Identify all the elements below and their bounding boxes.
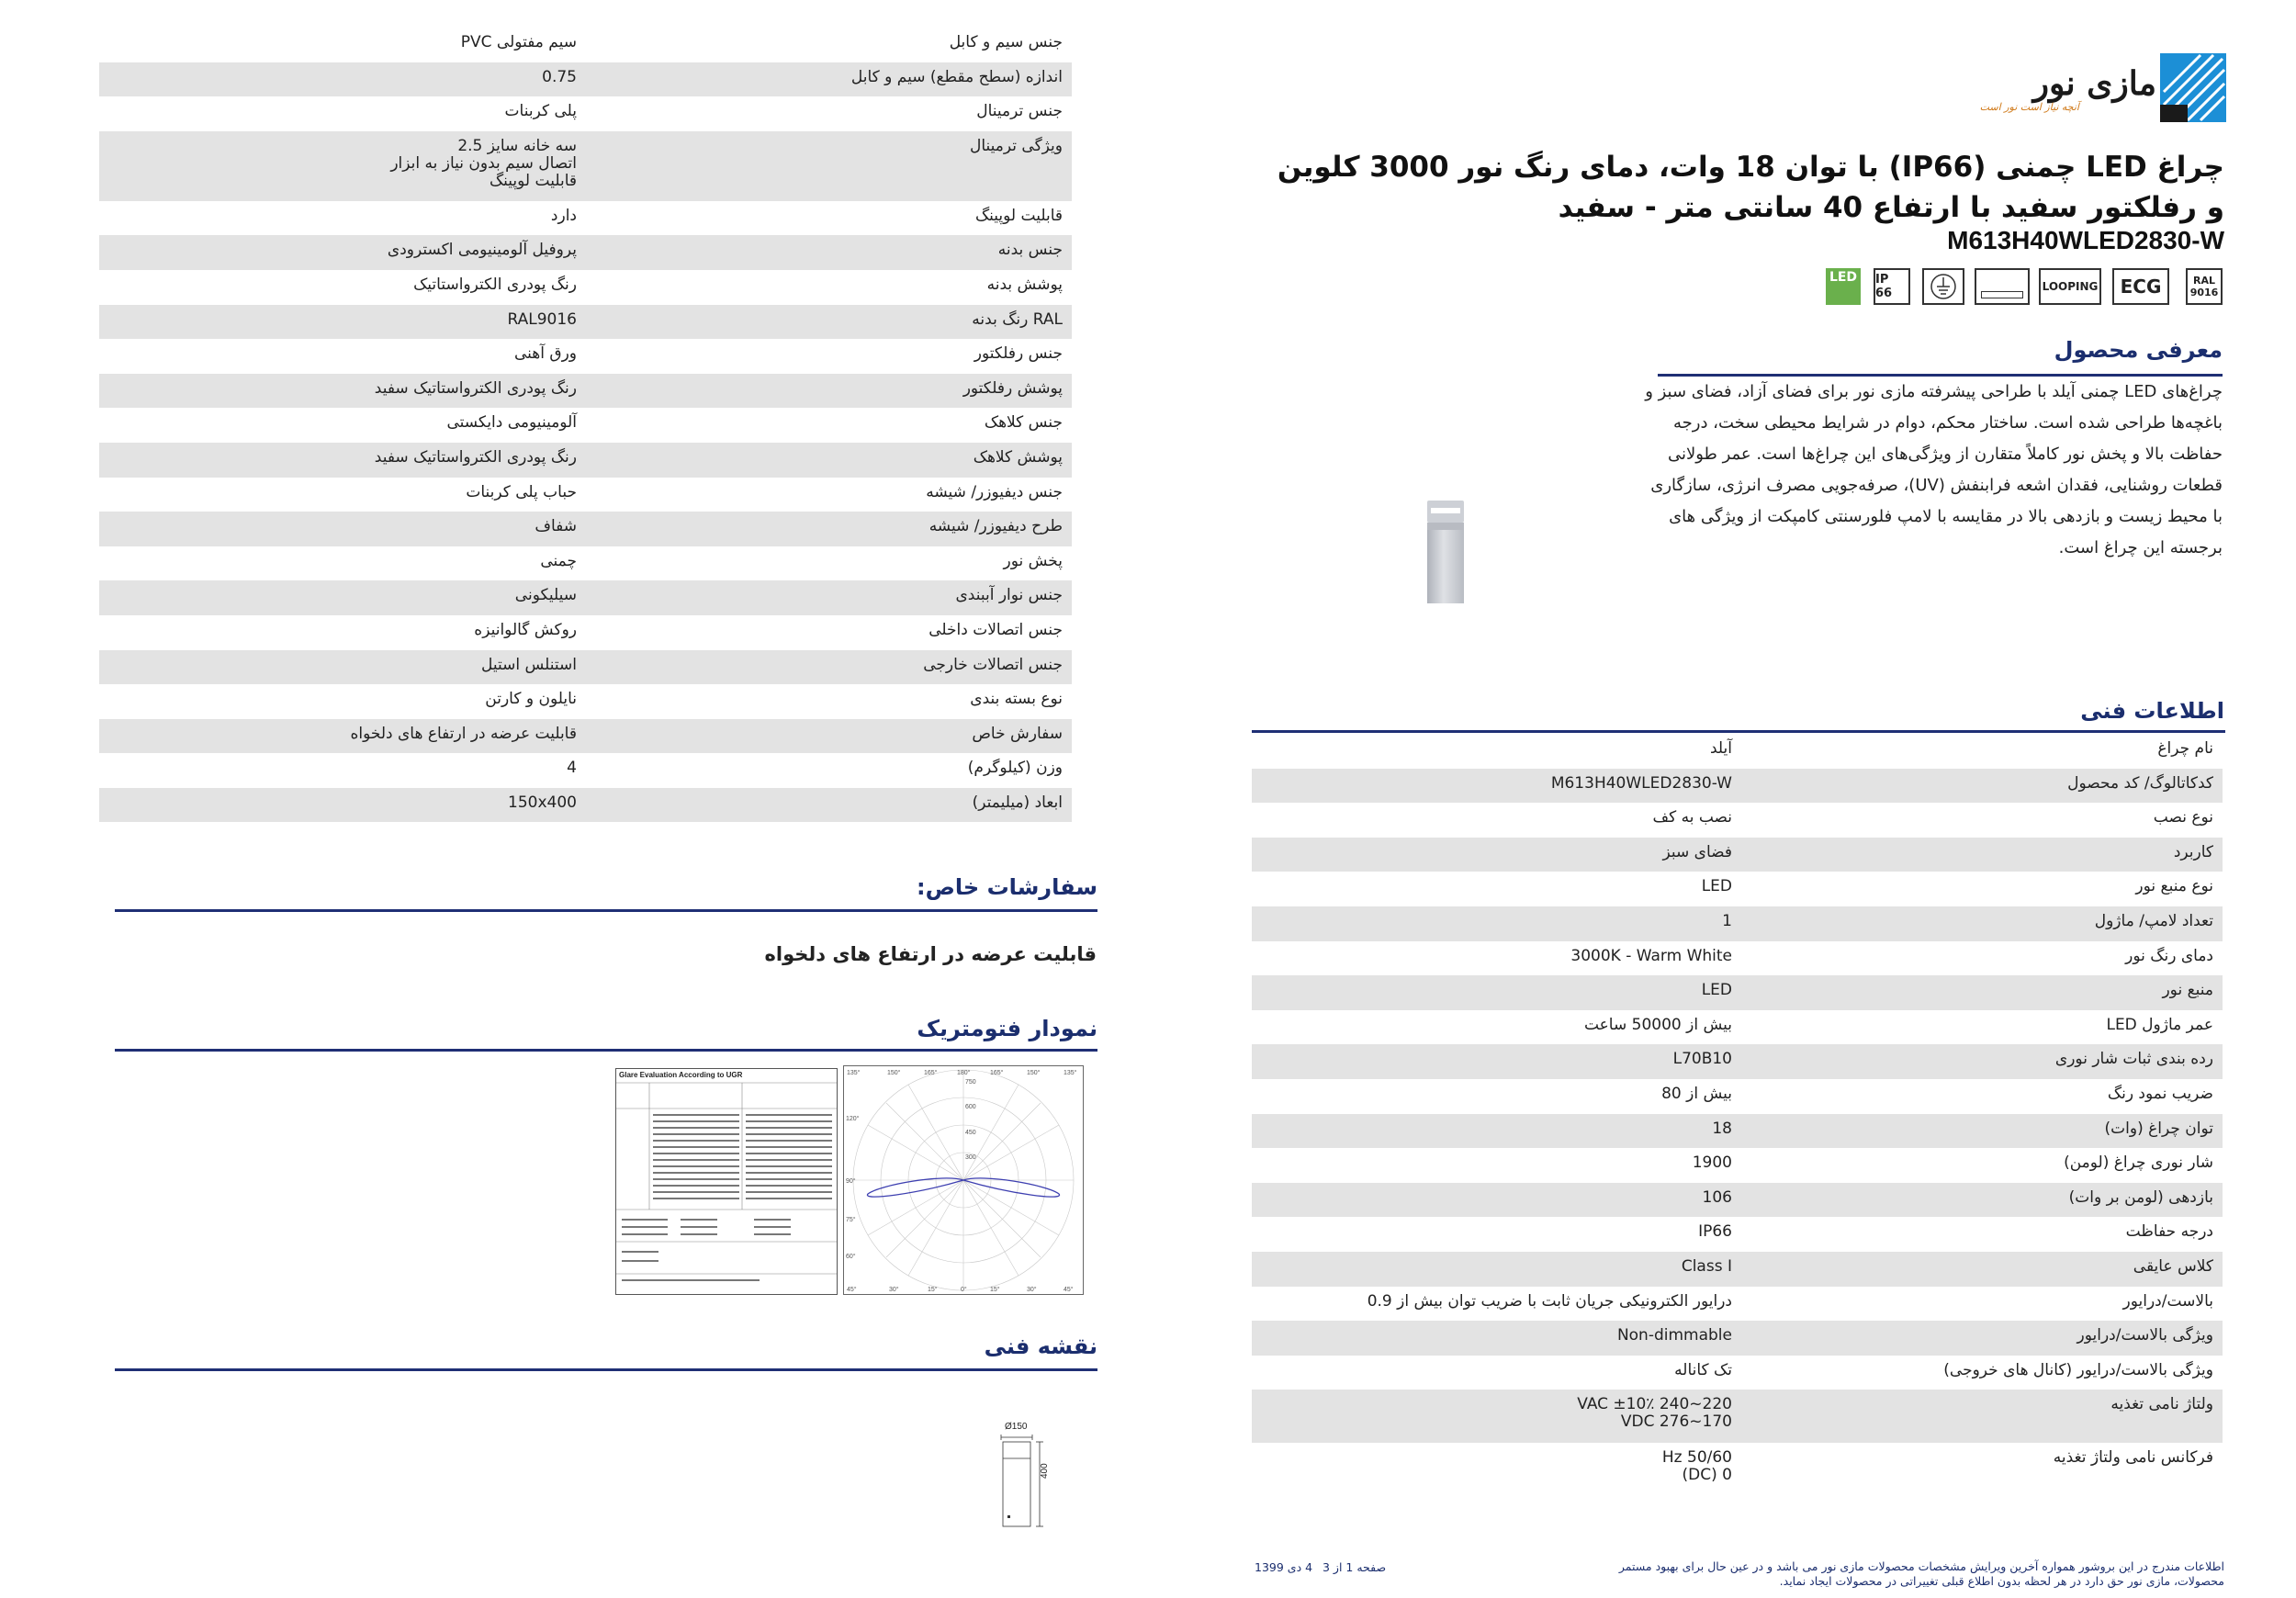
tech-info-divider — [1252, 730, 2225, 733]
spec-row — [99, 235, 1072, 270]
spec-row — [99, 374, 1072, 409]
spec-value: قابلیت عرضه در ارتفاع های دلخواه — [350, 724, 577, 743]
spec-label: جنس نوار آببندی — [955, 586, 1063, 605]
footer-page-number: صفحه 1 از 3 — [1322, 1560, 1387, 1574]
spec-value: رنگ پودری الکترواستاتیک سفید — [374, 447, 577, 467]
polar-label-top-5: 165° — [990, 1070, 1004, 1076]
tech-row — [1252, 872, 2223, 906]
spec-label: RAL رنگ بدنه — [972, 309, 1063, 329]
spec-value: حباب پلی کربنات — [466, 482, 577, 501]
spec-label: قابلیت لوپینگ — [974, 206, 1063, 225]
spec-row — [99, 270, 1072, 305]
spec-label: پخش نور — [1003, 551, 1063, 570]
spec-value: پروفیل آلومینیومی اکسترودی — [387, 241, 577, 260]
technical-drawing-divider — [115, 1368, 1097, 1371]
tech-value: 1 — [1722, 911, 1732, 930]
tech-row — [1252, 1321, 2223, 1356]
tech-value: LED — [1701, 877, 1732, 896]
spec-row — [99, 650, 1072, 685]
brand-logo — [1960, 53, 2226, 122]
tech-label: ولتاژ نامی تغذیه — [2110, 1395, 2213, 1414]
spec-row — [99, 580, 1072, 615]
tech-row — [1252, 1079, 2223, 1114]
tech-row — [1252, 1252, 2223, 1287]
tech-row — [1252, 1217, 2223, 1252]
spec-row — [99, 615, 1072, 650]
tech-label: نوع منبع نور — [2135, 877, 2213, 896]
tech-label: کدکاتالوگ/ کد محصول — [2067, 773, 2213, 793]
tech-value: آیلد — [1709, 739, 1732, 758]
spec-row — [99, 512, 1072, 546]
spec-label: جنس سیم و کابل — [949, 33, 1063, 51]
polar-label-top-7: 135° — [1064, 1070, 1077, 1076]
tech-label: نوع نصب — [2153, 808, 2213, 827]
spec-row — [99, 201, 1072, 236]
tech-row — [1252, 803, 2223, 838]
spec-label: جنس ترمینال — [976, 102, 1063, 121]
ecg-icon: ECG — [2112, 268, 2169, 305]
tech-value: 18 — [1712, 1119, 1732, 1138]
spec-value: 150x400 — [508, 793, 577, 812]
spec-value: چمنی — [540, 551, 577, 570]
tech-row — [1252, 1390, 2223, 1443]
brand-tagline: آنچه نیاز است نور است — [1979, 101, 2079, 113]
polar-label-top-4: 180° — [957, 1070, 971, 1076]
tech-row — [1252, 1443, 2223, 1496]
tech-label: دمای رنگ نور — [2125, 946, 2213, 965]
spec-row — [99, 478, 1072, 512]
spec-row — [99, 28, 1072, 62]
polar-label-bottom-6: 30° — [1027, 1287, 1037, 1293]
polar-label-side-4: 60° — [846, 1254, 856, 1260]
polar-scale-2: 600 — [965, 1104, 976, 1110]
tech-label: منبع نور — [2162, 981, 2213, 1000]
spec-label: جنس کلاهک — [984, 413, 1063, 433]
tech-label: رده بندی ثبات شار نوری — [2054, 1050, 2213, 1069]
special-order-text: قابلیت عرضه در ارتفاع های دلخواه — [764, 943, 1097, 965]
spec-label: پوشش رفلکتور — [962, 378, 1063, 398]
polar-label-bottom-2: 30° — [889, 1287, 899, 1293]
tech-row — [1252, 941, 2223, 976]
footer-disclaimer: اطلاعات مندرج در این بروشور همواره آخرین ویرایش مشخصات محصولات مازی نور می باشد و در عین حال برای بهبود مستمر محصولات، مازی نور حق دارد در هر لحظه بدون اطلاع قبلی تغییراتی در محصولات ایجاد نماید. — [1618, 1559, 2224, 1588]
technical-spec-table — [1252, 734, 2223, 1496]
spec-row — [99, 131, 1072, 201]
tech-row — [1252, 1114, 2223, 1149]
slim-profile-icon — [1975, 268, 2030, 305]
spec-label: سفارش خاص — [972, 724, 1063, 743]
tech-value: 1900 — [1692, 1153, 1732, 1173]
spec-label: پوشش کلاهک — [973, 447, 1063, 467]
spec-value: رنگ پودری الکترواستاتیک سفید — [374, 378, 577, 398]
intro-text: چراغ‌های LED چمنی آیلد با طراحی پیشرفته مازی نور برای فضای آزاد، فضای سبز و باغچه‌ها طراحی شده است. ساختار محکم، دوام در شرایط محیطی سخت، درجه حفاظت بالا و پخش نور کاملاً متقارن از ویژگی‌های این چراغ‌ها است. عمر طولانی قطعات روشنایی، فقدان اشعه فرابنفش (UV)، صرفه‌جویی مصرف انرژی، سازگاری با محیط زیست و بازدهی بالا در مقایسه با لامپ فلورسنتی کامپکت از ویژگی های برجسته این چراغ است. — [1645, 382, 2223, 557]
spec-value: دارد — [550, 206, 577, 225]
special-order-heading: سفارشات خاص: — [917, 874, 1097, 900]
tech-label: فرکانس نامی ولتاژ تغذیه — [2053, 1448, 2213, 1468]
spec-value: ورق آهنی — [514, 344, 577, 364]
spec-row — [99, 96, 1072, 131]
tech-row — [1252, 1148, 2223, 1183]
tech-row — [1252, 838, 2223, 872]
photometric-heading: نمودار فتومتریک — [917, 1016, 1097, 1041]
polar-label-top-3: 165° — [924, 1070, 938, 1076]
polar-label-top-2: 150° — [887, 1070, 901, 1076]
polar-label-bottom-5: 15° — [990, 1287, 1000, 1293]
tech-label: ویژگی بالاست/درایور (کانال های خروجی) — [1943, 1360, 2213, 1379]
tech-value: 220~240 VAC ±10٪ 170~276 VDC — [1577, 1395, 1732, 1432]
polar-label-top-1: 135° — [847, 1070, 861, 1076]
spec-row — [99, 305, 1072, 340]
polar-scale-3: 450 — [965, 1130, 976, 1136]
spec-label: جنس اتصالات خارجی — [923, 655, 1063, 674]
tech-label: شار نوری چراغ (لومن) — [2064, 1153, 2213, 1173]
polar-label-bottom-4: 0° — [961, 1287, 967, 1293]
tech-value: بیش از 50000 ساعت — [1583, 1015, 1732, 1034]
spec-value: سه خانه سایز 2.5 اتصال سیم بدون نیاز به ابزار قابلیت لوپینگ — [390, 136, 577, 190]
tech-label: توان چراغ (وات) — [2104, 1119, 2213, 1138]
tech-label: تعداد لامپ/ ماژول — [2094, 911, 2213, 930]
spec-label: جنس بدنه — [997, 241, 1063, 260]
tech-value: درایور الکترونیکی جریان ثابت با ضریب توان بیش از 0.9 — [1367, 1291, 1732, 1311]
spec-label: جنس رفلکتور — [974, 344, 1063, 364]
drawing-height-label: 400 — [1040, 1463, 1050, 1479]
polar-label-side-3: 75° — [846, 1217, 856, 1223]
spec-label: وزن (کیلوگرم) — [967, 759, 1063, 778]
technical-drawing-heading: نقشه فنی — [984, 1334, 1097, 1359]
tech-label: درجه حفاظت — [2125, 1222, 2213, 1242]
polar-scale-4: 300 — [965, 1154, 976, 1161]
special-order-divider — [115, 909, 1097, 912]
ugr-table-grid — [616, 1081, 837, 1290]
spec-value: سیم مفتولی PVC — [460, 33, 577, 51]
spec-row — [99, 546, 1072, 581]
spec-label: جنس اتصالات داخلی — [929, 620, 1063, 639]
polar-label-bottom-1: 45° — [847, 1287, 857, 1293]
looping-icon: LOOPING — [2039, 268, 2101, 305]
tech-label: بالاست/درایور — [2122, 1291, 2213, 1311]
spec-value: روکش گالوانیزه — [474, 620, 577, 639]
tech-value: 106 — [1702, 1187, 1732, 1207]
spec-label: پوشش بدنه — [986, 275, 1063, 294]
spec-row — [99, 753, 1072, 788]
spec-label: اندازه (سطح مقطع) سیم و کابل — [850, 67, 1063, 86]
ugr-table-title: Glare Evaluation According to UGR — [619, 1071, 743, 1079]
led-icon: LED — [1826, 268, 1861, 305]
spec-value: آلومینیومی دایکستی — [446, 413, 577, 433]
tech-label: ویژگی بالاست/درایور — [2077, 1326, 2213, 1345]
spec-value: پلی کربنات — [504, 102, 577, 121]
tech-row — [1252, 769, 2223, 804]
tech-value: تک کاناله — [1674, 1360, 1732, 1379]
ugr-glare-table — [615, 1068, 838, 1295]
tech-row — [1252, 975, 2223, 1010]
polar-scale-1: 750 — [965, 1079, 976, 1086]
spec-label: جنس دیفیوزر/ شیشه — [926, 482, 1063, 501]
product-image — [1424, 501, 1469, 606]
product-code: M613H40WLED2830-W — [1947, 226, 2224, 254]
tech-value: LED — [1701, 981, 1732, 1000]
spec-label: طرح دیفیوزر/ شیشه — [929, 517, 1063, 536]
spec-value: RAL9016 — [507, 309, 577, 329]
tech-row — [1252, 1287, 2223, 1322]
spec-value: نایلون و کارتن — [485, 690, 577, 709]
spec-value: استنلس استیل — [480, 655, 577, 674]
tech-row — [1252, 1183, 2223, 1218]
tech-label: بازدهی (لومن بر وات) — [2068, 1187, 2213, 1207]
spec-row — [99, 443, 1072, 478]
product-title: چراغ LED چمنی (IP66) با توان 18 وات، دمای رنگ نور 3000 کلوین و رفلکتور سفید با ارتفاع 40 سانتی متر - سفید — [1277, 151, 2224, 224]
drawing-diameter-label: Ø150 — [1005, 1422, 1028, 1432]
ral-9016-icon: RAL 9016 — [2186, 268, 2223, 305]
tech-value: Class I — [1681, 1256, 1732, 1276]
earth-ground-icon — [1922, 268, 1964, 305]
tech-info-heading: اطلاعات فنی — [2080, 698, 2224, 724]
spec-value: 0.75 — [542, 67, 577, 86]
tech-value: Non-dimmable — [1616, 1326, 1732, 1345]
polar-label-bottom-3: 15° — [928, 1287, 938, 1293]
polar-photometric-diagram — [843, 1065, 1084, 1295]
spec-row — [99, 719, 1072, 754]
intro-heading: معرفی محصول — [2054, 337, 2223, 363]
tech-row — [1252, 734, 2223, 769]
spec-value: شفاف — [535, 517, 577, 536]
tech-value: L70B10 — [1672, 1050, 1732, 1069]
tech-value: بیش از 80 — [1661, 1084, 1732, 1103]
footer-date: 4 دی 1399 — [1255, 1560, 1313, 1574]
tech-row — [1252, 1010, 2223, 1045]
spec-row — [99, 684, 1072, 719]
spec-row — [99, 339, 1072, 374]
spec-label: نوع بسته بندی — [970, 690, 1063, 709]
spec-row — [99, 62, 1072, 97]
tech-value: نصب به کف — [1652, 808, 1732, 827]
ip66-icon: IP 66 — [1874, 268, 1910, 305]
tech-value: 50/60 Hz 0 (DC) — [1661, 1448, 1732, 1485]
tech-row — [1252, 1044, 2223, 1079]
brand-name: مازی نور — [2032, 64, 2156, 103]
photometric-divider — [115, 1049, 1097, 1052]
spec-row — [99, 408, 1072, 443]
polar-label-side-1: 120° — [846, 1116, 860, 1122]
polar-label-top-6: 150° — [1027, 1070, 1041, 1076]
spec-label: ابعاد (میلیمتر) — [972, 793, 1063, 812]
tech-label: نام چراغ — [2157, 739, 2213, 758]
spec-label: ویژگی ترمینال — [970, 136, 1063, 155]
tech-row — [1252, 1356, 2223, 1390]
tech-label: کاربرد — [2173, 842, 2213, 861]
spec-value: سیلیکونی — [514, 586, 577, 605]
technical-drawing — [992, 1422, 1056, 1532]
spec-value: 4 — [567, 759, 577, 778]
tech-label: عمر ماژول LED — [2106, 1015, 2213, 1034]
spec-row — [99, 788, 1072, 823]
polar-label-bottom-7: 45° — [1064, 1287, 1074, 1293]
tech-value: M613H40WLED2830-W — [1550, 773, 1732, 793]
tech-label: کلاس عایقی — [2133, 1256, 2213, 1276]
tech-label: ضریب نمود رنگ — [2107, 1084, 2213, 1103]
spec-value: رنگ پودری الکترواستاتیک — [413, 275, 577, 294]
tech-value: فضای سبز — [1662, 842, 1732, 861]
material-spec-table — [99, 28, 1072, 822]
tech-value: IP66 — [1698, 1222, 1732, 1242]
polar-label-side-2: 90° — [846, 1178, 856, 1185]
tech-row — [1252, 906, 2223, 941]
tech-value: 3000K - Warm White — [1570, 946, 1732, 965]
